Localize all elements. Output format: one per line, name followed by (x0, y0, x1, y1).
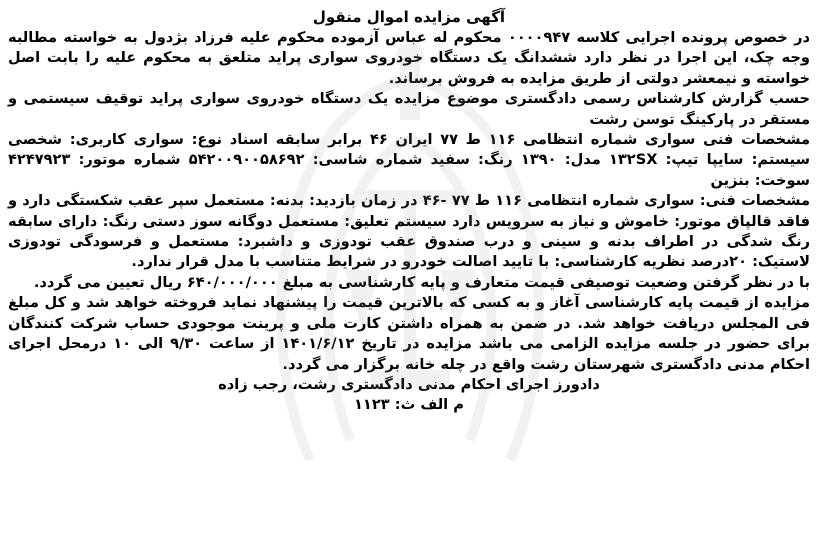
paragraph-case-intro: در خصوص پرونده اجرایی کلاسه ۰۰۰۰۹۴۷ محکوم له عباس آزموده محکوم علیه فرزاد بژدول به خواسته مطالبه وجه چک، این اجرا در نظر دارد ششدانگ یک دستگاه خودروی سواری پراید متلعق به محکوم علیه را بابت اصل خواسته و نیمعشر دولتی از طریق مزایده به فروش برساند. (8, 29, 810, 87)
signature-line: دادورز اجرای احکام مدنی دادگستری رشت، رجب زاده (218, 375, 600, 393)
notice-title: آگهی مزایده اموال منقول (312, 8, 506, 26)
paragraph-base-price: با در نظر گرفتن وضعیت توصیفی قیمت متعارف و پایه کارشناسی به مبلغ ۶۴۰/۰۰۰/۰۰۰ ریال تعیین می گردد. (33, 273, 810, 291)
paragraph-vehicle-condition: مشخصات فنی: سواری شماره انتظامی ۱۱۶ ط ۷۷ -۴۶ در زمان بازدید: بدنه: مستعمل سپر عقب شکستگی دارد و فاقد قالپاق موتور: خاموش و نیاز به سرویس دارد سیستم تعلیق: مستعمل دوگانه سوز دستی رنگ: دارای سابقه رنگ شدگی در اطراف بدنه و سینی و درب صندوق عقب تودوزی و داشبرد: مستعمل و فرسودگی تودوزی لاستیک: ۲۰درصد نظریه کارشناسی: با تایید اصالت خودرو در شرایط متناسب با مدل قرار ندارد. (8, 192, 811, 271)
paragraph-expert-report: حسب گزارش کارشناس رسمی دادگستری موضوع مزایده یک دستگاه خودروی سواری پراید توقیف سیستمی و مستقر در پارکینگ توسن رشت (8, 90, 810, 128)
paragraph-auction-terms: مزایده از قیمت پایه کارشناسی آغاز و به کسی که بالاترین قیمت را پیشنهاد نماید فروخته خواهد شد و کل مبلغ فی المجلس دریافت خواهد شد. در ضمن به همراه داشتن کارت ملی و پرینت موجودی حساب شرکت کنندگان برای حضور در جلسه مزایده الزامی می باشد مزایده در تاریخ ۱۴۰۱/۶/۱۲ از ساعت ۹/۳۰ الی ۱۰ درمحل اجرای احکام مدنی دادگستری شهرستان رشت واقع در چله خانه برگزار می گردد. (8, 294, 810, 373)
reference-number: م الف ث: ۱۱۲۳ (354, 396, 464, 414)
paragraph-vehicle-registration: مشخصات فنی سواری شماره انتظامی ۱۱۶ ط ۷۷ ایران ۴۶ برابر سابقه اسناد نوع: سواری کاربری: شخصی سیستم: سایپا تیپ: ۱۳۲SX مدل: ۱۳۹۰ رنگ: سفید شماره شاسی: ۵۴۲۰۰۹۰۰۵۸۶۹۲ شماره موتور: ۴۲۴۷۹۲۳ سوخت: بنزین (8, 131, 810, 189)
